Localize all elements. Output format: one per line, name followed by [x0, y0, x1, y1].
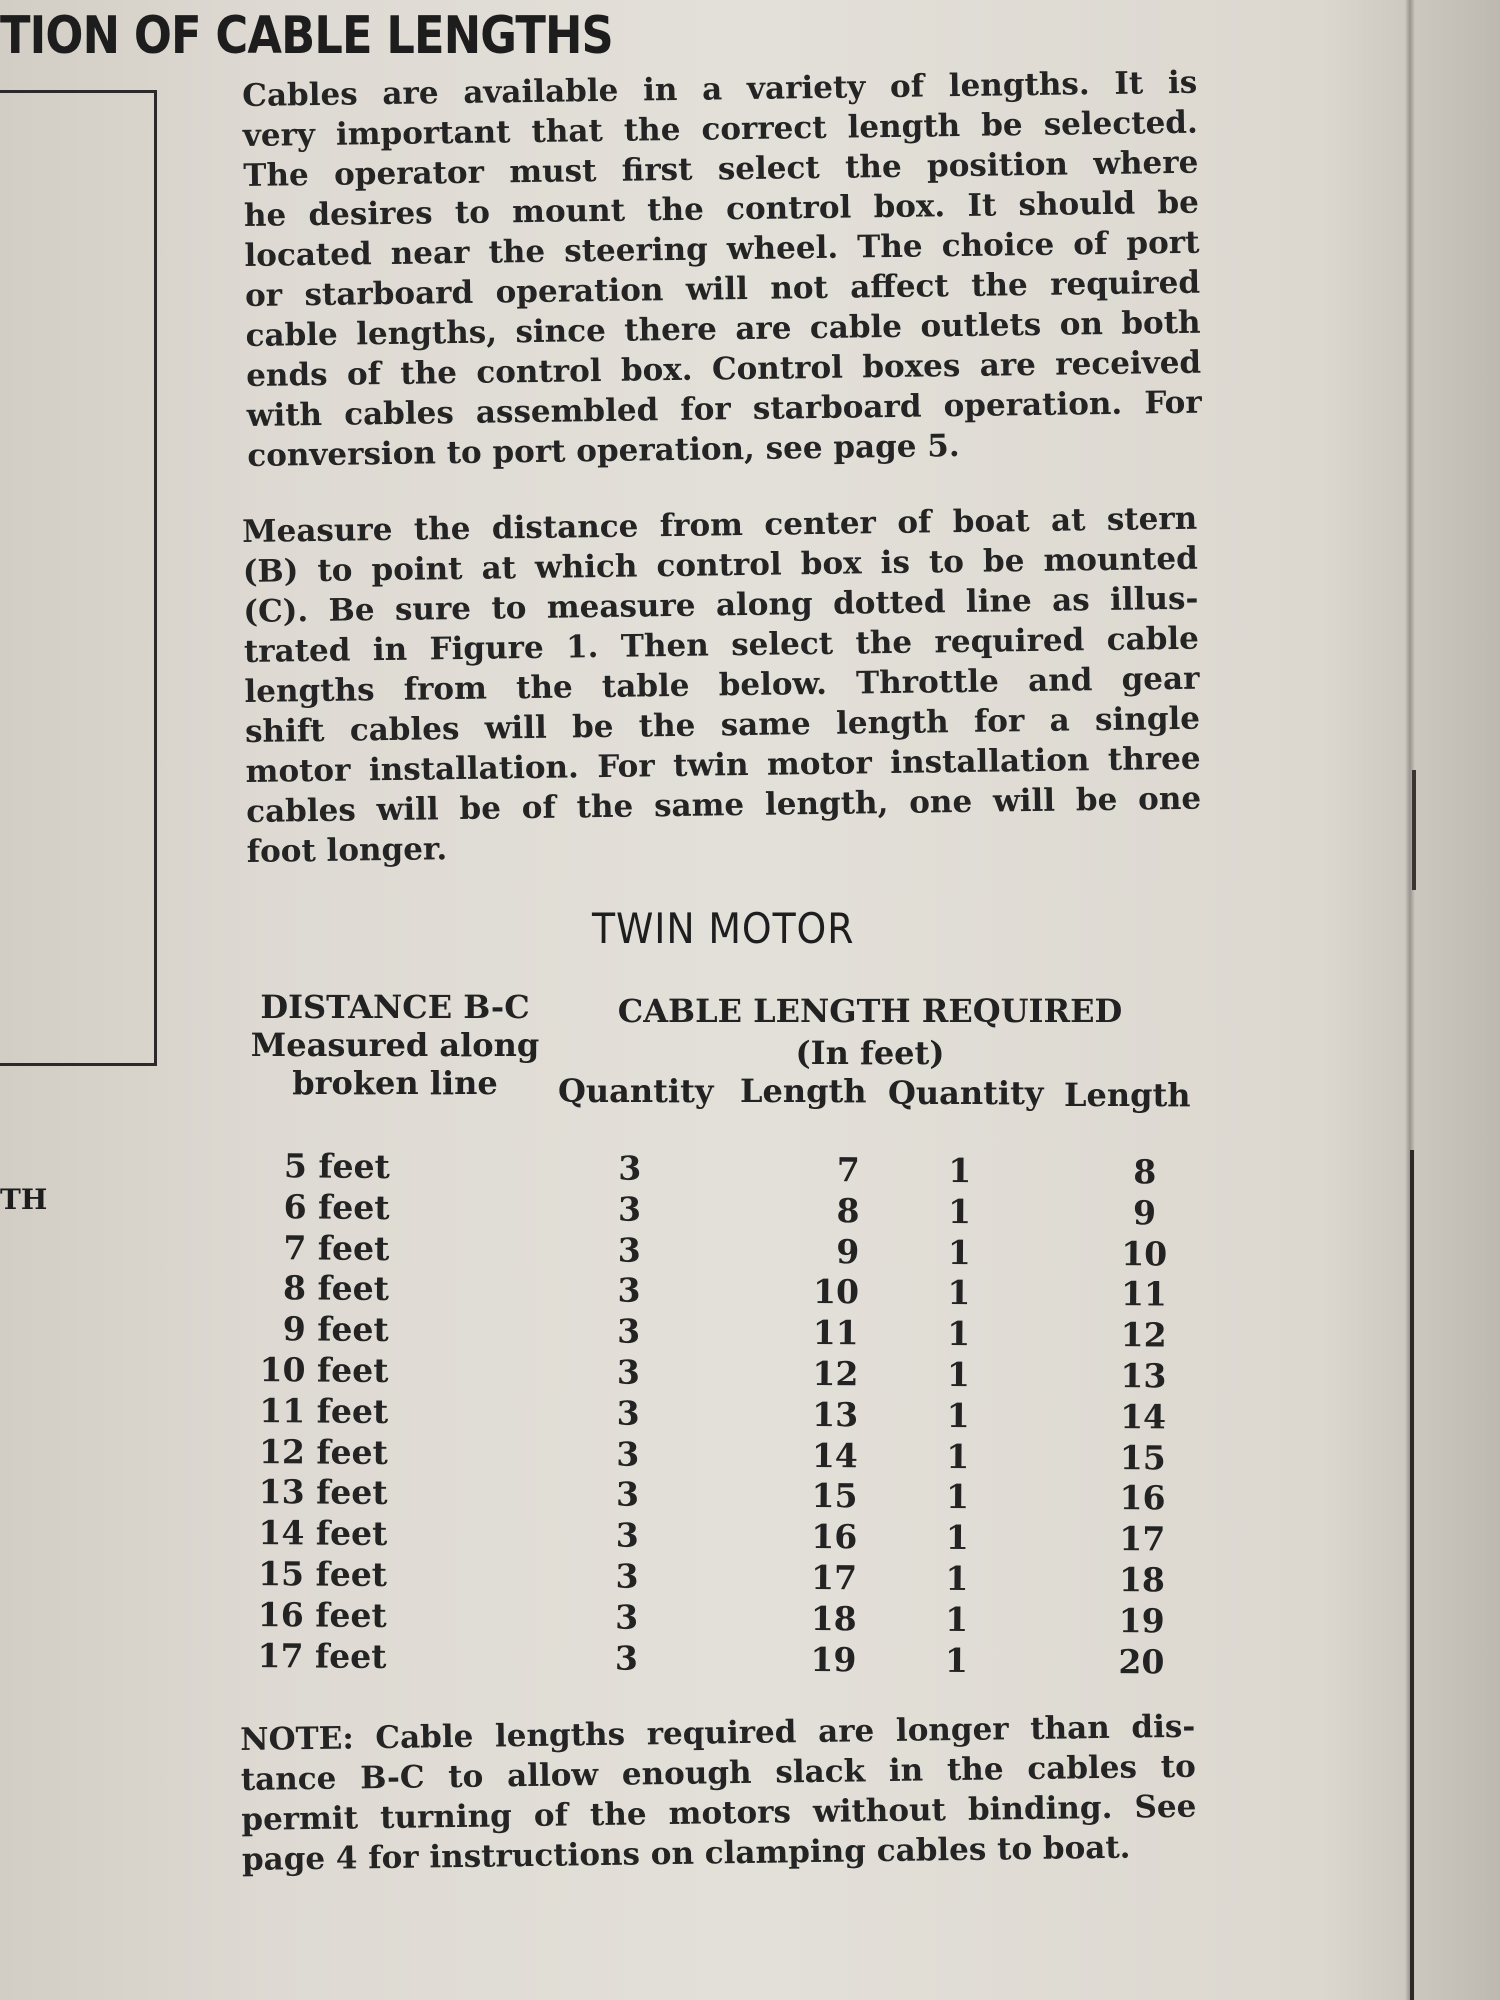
length-cell: 7	[836, 1150, 860, 1190]
distance-cell: 9 feet	[282, 1309, 389, 1350]
paragraph-line: The operator must first select the position where	[243, 144, 1199, 194]
paragraph-line: (B) to point at which control box is to be mounted	[242, 540, 1198, 590]
quantity-cell: 3	[615, 1475, 640, 1515]
length-cell: 11	[812, 1313, 859, 1353]
paragraph-line: with cables assembled for starboard operation. For	[246, 384, 1202, 434]
cable-unit-header: (In feet)	[795, 1034, 945, 1072]
table-row	[237, 1513, 1197, 1560]
distance-cell: 6 feet	[283, 1187, 390, 1227]
distance-header-line: DISTANCE B-C	[260, 988, 530, 1026]
quantity-cell: 3	[618, 1148, 642, 1188]
quantity-cell: 3	[617, 1271, 641, 1311]
length-cell: 15	[1119, 1437, 1166, 1478]
paragraph-line: or starboard operation will not affect the required	[244, 264, 1201, 314]
distance-cell: 12 feet	[258, 1431, 389, 1472]
length-cell: 16	[811, 1517, 858, 1557]
length-cell: 17	[1119, 1519, 1166, 1559]
intro-paragraph	[242, 63, 1202, 476]
length-cell: 9	[836, 1231, 860, 1271]
distance-cell: 16 feet	[257, 1594, 387, 1635]
binding-mark	[1412, 770, 1416, 890]
table-row	[238, 1432, 1198, 1479]
length-cell: 15	[811, 1476, 858, 1516]
note-line: permit turning of the motors without binding. See	[241, 1788, 1197, 1838]
length-cell: 13	[812, 1394, 859, 1435]
quantity-cell: 1	[947, 1273, 971, 1313]
distance-cell: 8 feet	[282, 1268, 390, 1309]
distance-cell: 17 feet	[257, 1635, 387, 1676]
paragraph-line: foot longer.	[246, 831, 448, 870]
note-line: page 4 for instructions on clamping cables to boat.	[241, 1829, 1131, 1878]
quantity-cell: 3	[615, 1515, 639, 1555]
length-cell: 16	[1119, 1478, 1166, 1518]
quantity-cell: 3	[617, 1230, 641, 1270]
table-row	[237, 1472, 1197, 1519]
length-cell: 10	[1121, 1233, 1168, 1274]
note-paragraph	[240, 1707, 1197, 1880]
distance-cell: 15 feet	[258, 1554, 388, 1595]
table-row	[237, 1554, 1197, 1601]
quantity-cell: 1	[945, 1518, 969, 1558]
length-cell: 12	[812, 1353, 859, 1394]
quantity-cell: 1	[947, 1191, 972, 1231]
table-row	[239, 1228, 1199, 1275]
quantity-cell: 1	[945, 1558, 969, 1599]
table-title: TWIN MOTOR	[592, 904, 855, 953]
section-title: TION OF CABLE LENGTHS	[0, 6, 613, 66]
length-cell: 14	[811, 1435, 858, 1475]
quantity-cell: 3	[614, 1638, 639, 1678]
quantity-cell: 1	[944, 1640, 969, 1680]
length-cell: 8	[836, 1190, 860, 1231]
table-row	[238, 1391, 1198, 1438]
paragraph-line: trated in Figure 1. Then select the required cable	[243, 620, 1200, 670]
distance-header	[250, 988, 540, 1102]
table-row	[239, 1187, 1199, 1234]
length-cell: 19	[1118, 1600, 1165, 1641]
note-line: tance B-C to allow enough slack in the cables to	[240, 1748, 1196, 1798]
paragraph-line: Cables are available in a variety of lengths. It is	[242, 64, 1198, 114]
quantity-cell: 3	[615, 1556, 639, 1596]
distance-header-line: Measured along	[250, 1026, 540, 1064]
paragraph-line: located near the steering wheel. The choice of port	[244, 224, 1200, 274]
distance-cell: 5 feet	[283, 1146, 390, 1187]
page-binding-edge	[1410, 1150, 1414, 2000]
distance-cell: 13 feet	[258, 1472, 388, 1513]
length-cell: 18	[810, 1598, 857, 1639]
note-line: NOTE: Cable lengths required are longer than dis-	[240, 1708, 1196, 1758]
column-header-quantity-2: Quantity	[888, 1074, 1044, 1112]
paragraph-line: cables will be of the same length, one will be one	[245, 780, 1202, 830]
paragraph-line: shift cables will be the same length for a single	[244, 700, 1201, 750]
quantity-cell: 3	[616, 1352, 641, 1392]
length-cell: 8	[1133, 1152, 1157, 1192]
quantity-cell: 1	[946, 1395, 970, 1435]
table-row	[238, 1350, 1198, 1397]
quantity-cell: 3	[615, 1597, 639, 1637]
distance-cell: 7 feet	[283, 1227, 390, 1268]
quantity-cell: 1	[946, 1354, 971, 1395]
length-cell: 20	[1118, 1641, 1165, 1682]
quantity-cell: 3	[617, 1311, 641, 1351]
length-cell: 10	[812, 1272, 860, 1312]
figure-frame	[0, 90, 157, 1066]
distance-cell: 11 feet	[259, 1390, 389, 1431]
cable-length-header: CABLE LENGTH REQUIRED	[617, 992, 1123, 1030]
column-header-length-2: Length	[1064, 1076, 1191, 1114]
quantity-cell: 1	[947, 1314, 971, 1354]
distance-cell: 14 feet	[258, 1513, 388, 1554]
paragraph-line: cable lengths, since there are cable outlets on both	[245, 304, 1201, 354]
quantity-cell: 3	[616, 1393, 640, 1433]
figure-side-label: TH	[0, 1183, 48, 1216]
paragraph-line: Measure the distance from center of boat at stern	[242, 500, 1198, 550]
measure-paragraph	[242, 499, 1202, 872]
length-cell: 19	[810, 1639, 857, 1679]
table-row	[239, 1268, 1199, 1315]
distance-cell: 10 feet	[259, 1350, 389, 1391]
quantity-cell: 1	[945, 1477, 970, 1517]
quantity-cell: 1	[947, 1232, 971, 1272]
paragraph-line: motor installation. For twin motor installation three	[245, 740, 1201, 790]
paragraph-line: lengths from the table below. Throttle and gear	[244, 660, 1200, 710]
quantity-cell: 3	[616, 1434, 640, 1474]
column-header-length-1: Length	[740, 1072, 867, 1110]
length-cell: 12	[1120, 1315, 1167, 1355]
table-row	[236, 1636, 1196, 1683]
paragraph-line: (C). Be sure to measure along dotted line as illus-	[243, 580, 1199, 630]
length-cell: 17	[810, 1557, 858, 1598]
quantity-cell: 1	[948, 1150, 972, 1191]
quantity-cell: 1	[945, 1599, 969, 1639]
paragraph-line: ends of the control box. Control boxes are received	[245, 344, 1202, 394]
length-cell: 13	[1120, 1356, 1167, 1396]
length-cell: 14	[1120, 1396, 1167, 1437]
length-cell: 9	[1132, 1193, 1157, 1233]
distance-header-line: broken line	[292, 1064, 498, 1102]
quantity-cell: 1	[946, 1436, 970, 1476]
length-cell: 18	[1118, 1560, 1166, 1600]
length-cell: 11	[1120, 1274, 1168, 1314]
quantity-cell: 3	[617, 1189, 642, 1229]
cable-length-table	[236, 1146, 1200, 1683]
table-row	[239, 1309, 1199, 1356]
table-row	[240, 1146, 1200, 1193]
paragraph-line: conversion to port operation, see page 5.	[247, 428, 960, 474]
paragraph-line: very important that the correct length be selected.	[242, 104, 1198, 154]
column-header-quantity-1: Quantity	[558, 1072, 714, 1110]
paragraph-line: he desires to mount the control box. It should be	[243, 184, 1200, 234]
table-row	[237, 1595, 1197, 1642]
